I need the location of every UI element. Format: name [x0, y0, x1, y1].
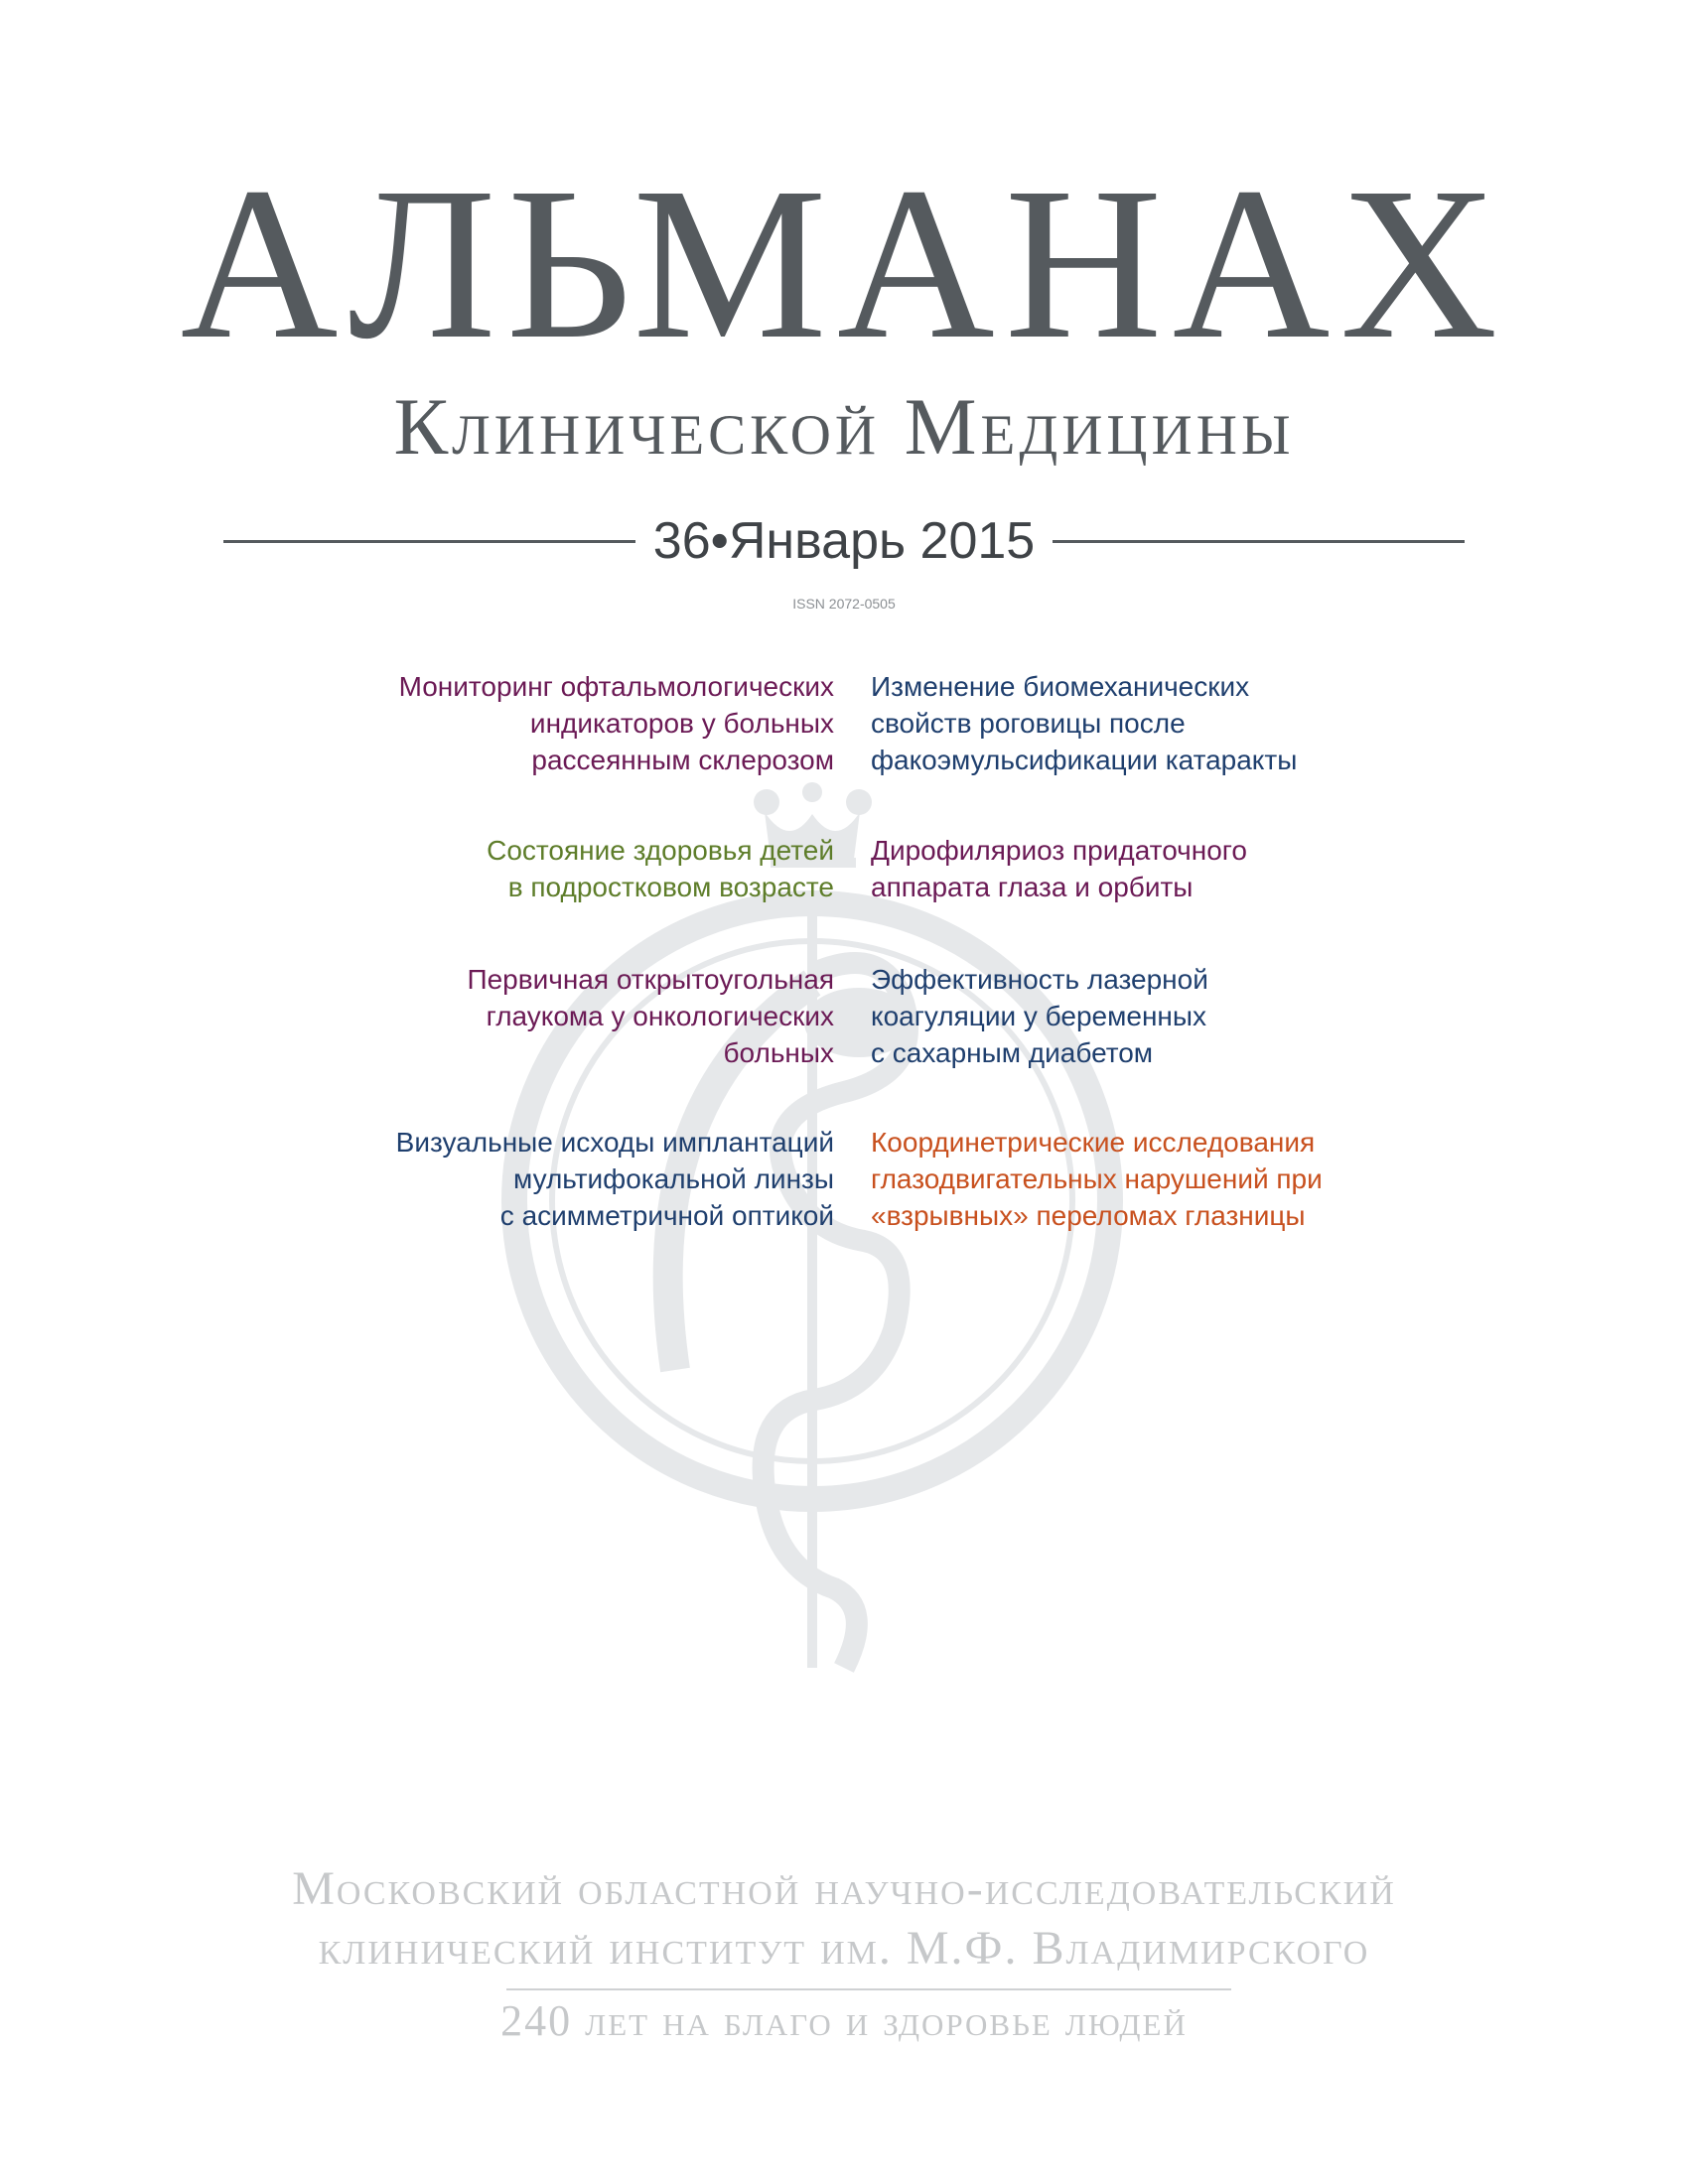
article-right-4: Координетрические исследования глазодвигательных нарушений при «взрывных» переломах глазницы — [871, 1127, 1323, 1231]
article-left-2: Состояние здоровья детей в подростковом возрасте — [487, 835, 834, 902]
institution-line-1: Московский областной научно-исследовательский — [292, 1862, 1396, 1915]
article-right-2: Дирофиляриоз придаточного аппарата глаза и орбиты — [871, 835, 1247, 902]
emblem-watermark — [467, 774, 1162, 1727]
journal-title: АЛЬМАНАХ — [180, 142, 1508, 384]
issue-label: 36•Январь 2015 — [652, 512, 1036, 570]
institution-line-2: клинический институт им. М.Ф. Владимирского — [318, 1922, 1370, 1975]
article-right-3: Эффективность лазерной коагуляции у беременных с сахарным диабетом — [871, 964, 1208, 1068]
article-right-1: Изменение биомеханических свойств роговицы после факоэмульсификации катаракты — [871, 671, 1298, 775]
institution-rule — [506, 1988, 1231, 1990]
article-left-3: Первичная открытоугольная глаукома у онкологических больных — [467, 964, 834, 1068]
journal-subtitle: Клинической Медицины — [393, 381, 1295, 472]
issue-rule-left — [223, 540, 635, 543]
issue-row — [223, 506, 1465, 576]
institution-motto: 240 лет на благо и здоровье людей — [500, 1996, 1188, 2045]
issue-rule-right — [1053, 540, 1465, 543]
article-left-1: Мониторинг офтальмологических индикаторов у больных рассеянным склерозом — [398, 671, 834, 775]
issn-label: ISSN 2072-0505 — [792, 596, 896, 612]
article-left-4: Визуальные исходы имплантаций мультифокальной линзы с асимметричной оптикой — [395, 1127, 834, 1231]
